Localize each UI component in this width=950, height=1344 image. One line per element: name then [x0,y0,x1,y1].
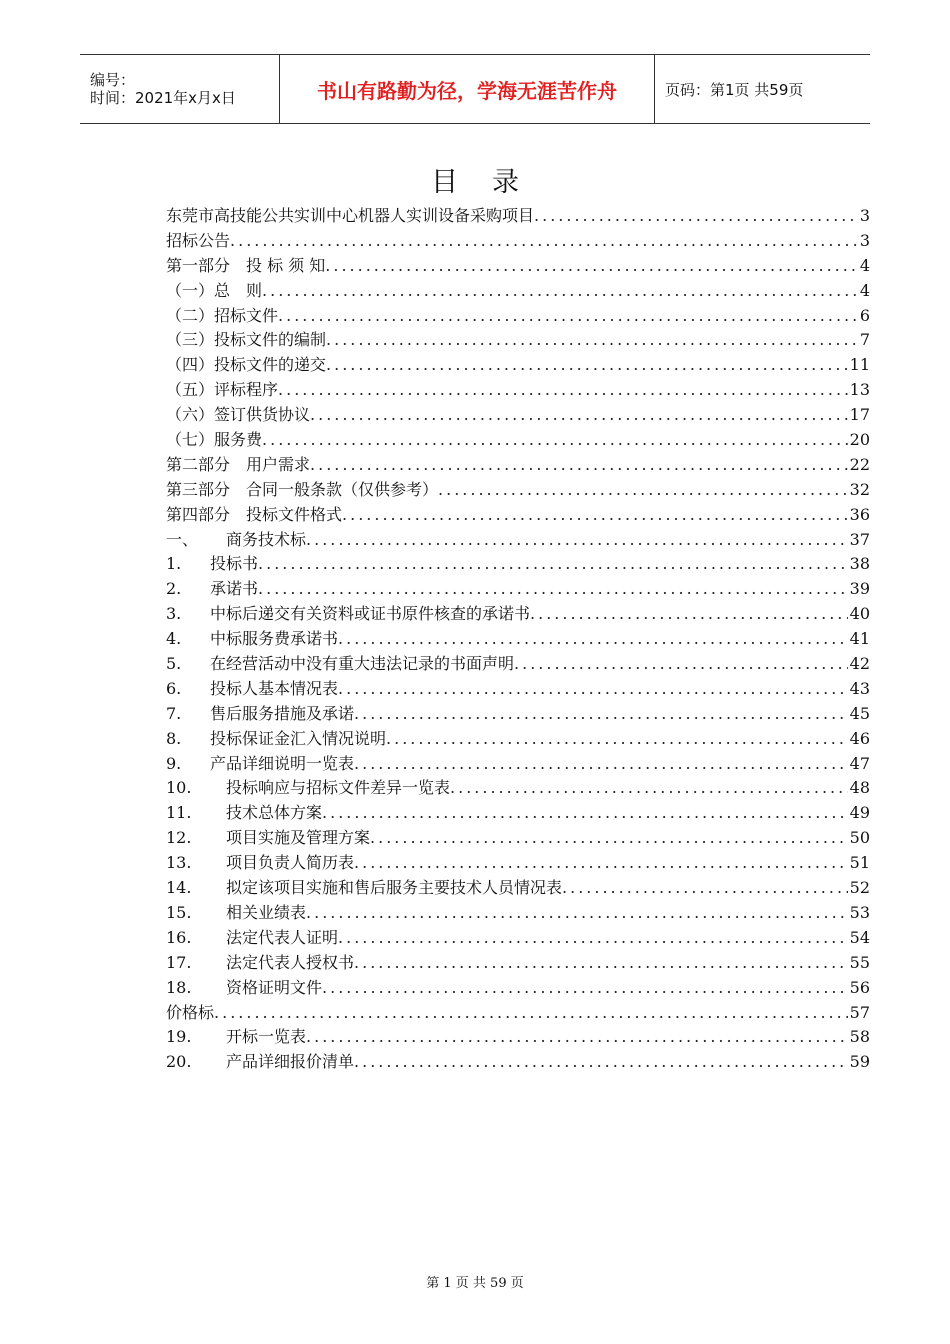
toc-dot-leader [258,579,848,598]
toc-entry[interactable] [166,352,870,377]
toc-entry-title: 产品详细报价清单 [226,1052,355,1072]
header-page-cell [655,55,870,123]
toc-dot-leader [278,306,858,325]
page-footer: 第 1 页 共 59 页 [426,1276,524,1291]
toc-dot-leader [262,430,848,449]
toc-entry[interactable] [166,676,870,701]
toc-dot-leader [450,778,848,797]
toc-entry-title: 技术总体方案 [226,803,323,823]
toc-entry-title: 资格证明文件 [226,977,323,997]
toc-entry[interactable] [166,551,870,576]
header-info [80,55,280,123]
toc-entry-number: 2. [166,579,182,599]
toc-entry-title: 承诺书 [210,579,259,599]
toc-entry-number: 5. [166,654,182,674]
toc-entry-title: 第四部分 投标文件格式 [166,504,343,524]
toc-entry-number: 14. [166,878,192,898]
toc-dot-leader [310,405,848,424]
toc-entry-number: 13. [166,853,192,873]
toc-entry-page: 54 [849,927,870,947]
toc-entry-number: 9. [166,753,182,773]
toc-dot-leader [342,505,848,524]
toc-entry-title: （七）服务费 [166,430,263,450]
toc-entry-page: 58 [849,1027,870,1047]
toc-entry-title: 商务技术标 [226,529,307,549]
toc-entry-title: 东莞市高技能公共实训中心机器人实训设备采购项目 [166,206,535,225]
toc-entry-number: 8. [166,728,182,748]
toc-dot-leader [354,953,848,972]
toc-dot-leader [306,1027,848,1046]
toc-dot-leader [306,530,848,549]
toc-entry-title: 产品详细说明一览表 [210,753,355,773]
toc-entry-page: 52 [849,878,870,898]
toc-entry[interactable] [166,651,870,676]
toc-entry[interactable] [166,452,870,477]
toc-entry-page: 46 [849,728,870,748]
toc-entry[interactable] [166,228,870,253]
page-header [80,54,870,124]
toc-entry-number: 17. [166,952,192,972]
toc-entry-page: 22 [849,454,870,474]
toc-dot-leader [514,654,848,673]
toc-dot-leader [322,978,848,997]
toc-entry[interactable] [166,253,870,278]
toc-dot-leader [262,281,858,300]
toc-entry[interactable] [166,327,870,352]
toc-entry-page: 7 [859,330,870,350]
toc-entry-title: 价格标 [166,1002,215,1022]
toc-entry-number: 1. [166,554,182,574]
toc-entry[interactable] [166,900,870,925]
toc-entry-title: （六）签订供货协议 [166,405,311,425]
toc-entry[interactable] [166,477,870,502]
toc-entry-title: 投标书 [210,554,259,574]
toc-entry-title: 投标响应与招标文件差异一览表 [226,778,451,798]
toc-entry-page: 40 [849,604,870,624]
toc-entry-page: 55 [849,952,870,972]
toc-entry-page: 45 [849,703,870,723]
toc-entry-number: 16. [166,927,192,947]
page-title: 目录 [431,167,553,198]
toc-entry[interactable] [166,427,870,452]
toc-entry-title: 第一部分 投 标 须 知 [166,255,326,275]
toc-entry-page: 6 [859,305,870,325]
toc-dot-leader [386,729,848,748]
toc-entry[interactable] [166,751,870,776]
toc-entry-page: 43 [849,678,870,698]
toc-entry-title: （一）总 则 [166,280,263,300]
toc-entry-page: 32 [849,479,870,499]
toc-dot-leader [326,330,858,349]
toc-entry-title: （三）投标文件的编制 [166,330,327,350]
header-motto: 书山有路勤为径，学海无涯苦作舟 [317,78,617,103]
toc-entry[interactable] [166,377,870,402]
toc-entry-title: 法定代表人证明 [226,927,339,947]
toc-entry[interactable] [166,875,870,900]
toc-dot-leader [325,256,858,275]
toc-entry-page: 42 [849,654,870,674]
toc-entry[interactable] [166,576,870,601]
toc-entry-number: 4. [166,629,182,649]
toc-entry-number: 一、 [166,529,199,549]
number-label: 编号： [90,71,136,89]
toc-entry-page: 36 [849,504,870,524]
toc-entry-page: 3 [859,206,870,225]
toc-entry-page: 47 [849,753,870,773]
toc-entry-title: （四）投标文件的递交 [166,355,327,375]
table-of-contents [166,203,870,1074]
toc-entry-number: 19. [166,1027,192,1047]
toc-entry-title: 投标保证金汇入情况说明 [210,728,387,748]
toc-entry-number: 20. [166,1052,192,1072]
toc-entry-title: 拟定该项目实施和售后服务主要技术人员情况表 [226,878,563,898]
toc-entry[interactable] [166,303,870,328]
toc-dot-leader [230,231,858,250]
toc-entry[interactable] [166,278,870,303]
toc-entry-title: 招标公告 [166,230,231,250]
toc-entry[interactable] [166,402,870,427]
toc-dot-leader [370,828,848,847]
toc-dot-leader [354,1052,848,1071]
toc-dot-leader [354,704,848,723]
toc-entry[interactable] [166,975,870,1000]
toc-entry-title: 开标一览表 [226,1027,307,1047]
toc-entry-title: 售后服务措施及承诺 [210,703,355,723]
toc-dot-leader [354,853,848,872]
toc-entry-title: 在经营活动中没有重大违法记录的书面声明 [210,654,515,674]
toc-entry-number: 10. [166,778,192,798]
toc-entry[interactable] [166,1049,870,1074]
time-label: 时间：2021年x月x日 [90,89,236,107]
toc-dot-leader [338,679,848,698]
toc-entry-title: 中标后递交有关资料或证书原件核查的承诺书 [210,604,531,624]
toc-entry-title: 项目实施及管理方案 [226,828,371,848]
toc-entry-page: 53 [849,902,870,922]
toc-entry-number: 12. [166,828,192,848]
toc-dot-leader [338,629,848,648]
toc-entry-page: 11 [849,355,870,375]
toc-dot-leader [214,1003,848,1022]
toc-dot-leader [322,803,848,822]
toc-entry-title: 第三部分 合同一般条款（仅供参考） [166,479,439,499]
toc-dot-leader [306,903,848,922]
toc-entry[interactable] [166,950,870,975]
toc-entry-number: 7. [166,703,182,723]
toc-entry-title: 相关业绩表 [226,902,307,922]
toc-entry-page: 56 [849,977,870,997]
toc-dot-leader [278,380,848,399]
toc-entry-title: 法定代表人授权书 [226,952,355,972]
toc-entry[interactable] [166,925,870,950]
toc-entry[interactable] [166,203,870,228]
toc-entry[interactable] [166,1024,870,1049]
toc-entry-page: 38 [849,554,870,574]
toc-entry-page: 17 [849,405,870,425]
toc-entry[interactable] [166,601,870,626]
toc-entry[interactable] [166,800,870,825]
toc-entry[interactable] [166,825,870,850]
toc-entry[interactable] [166,850,870,875]
toc-entry-number: 18. [166,977,192,997]
toc-entry-page: 51 [849,853,870,873]
toc-dot-leader [562,878,848,897]
toc-entry-title: （二）招标文件 [166,305,279,325]
toc-entry-page: 3 [859,230,870,250]
toc-entry-page: 57 [849,1002,870,1022]
toc-entry-page: 20 [849,430,870,450]
toc-entry-number: 3. [166,604,182,624]
toc-entry-title: 第二部分 用户需求 [166,454,311,474]
toc-entry[interactable] [166,701,870,726]
toc-dot-leader [258,554,848,573]
toc-entry-title: （五）评标程序 [166,380,279,400]
toc-entry[interactable] [166,775,870,800]
toc-entry-page: 39 [849,579,870,599]
toc-entry-page: 4 [859,280,870,300]
toc-entry-page: 13 [849,380,870,400]
toc-entry-number: 6. [166,678,182,698]
toc-entry-number: 11. [166,803,192,823]
toc-dot-leader [438,480,848,499]
toc-entry[interactable] [166,502,870,527]
header-motto-cell [280,55,655,123]
toc-dot-leader [310,455,848,474]
toc-dot-leader [354,754,848,773]
toc-entry[interactable] [166,1000,870,1025]
toc-entry-number: 15. [166,902,192,922]
toc-dot-leader [534,206,858,225]
toc-entry-page: 59 [849,1052,870,1072]
toc-entry-page: 48 [849,778,870,798]
toc-dot-leader [326,355,848,374]
toc-dot-leader [338,928,848,947]
toc-entry-page: 41 [849,629,870,649]
toc-entry-title: 中标服务费承诺书 [210,629,339,649]
toc-entry-page: 49 [849,803,870,823]
toc-entry[interactable] [166,527,870,552]
toc-dot-leader [530,604,848,623]
toc-entry-title: 项目负责人简历表 [226,853,355,873]
toc-entry-title: 投标人基本情况表 [210,678,339,698]
toc-entry-page: 50 [849,828,870,848]
header-page-label: 页码：第1页 共59页 [665,80,804,99]
toc-entry[interactable] [166,626,870,651]
toc-entry-page: 4 [859,255,870,275]
toc-entry-page: 37 [849,529,870,549]
toc-entry[interactable] [166,726,870,751]
